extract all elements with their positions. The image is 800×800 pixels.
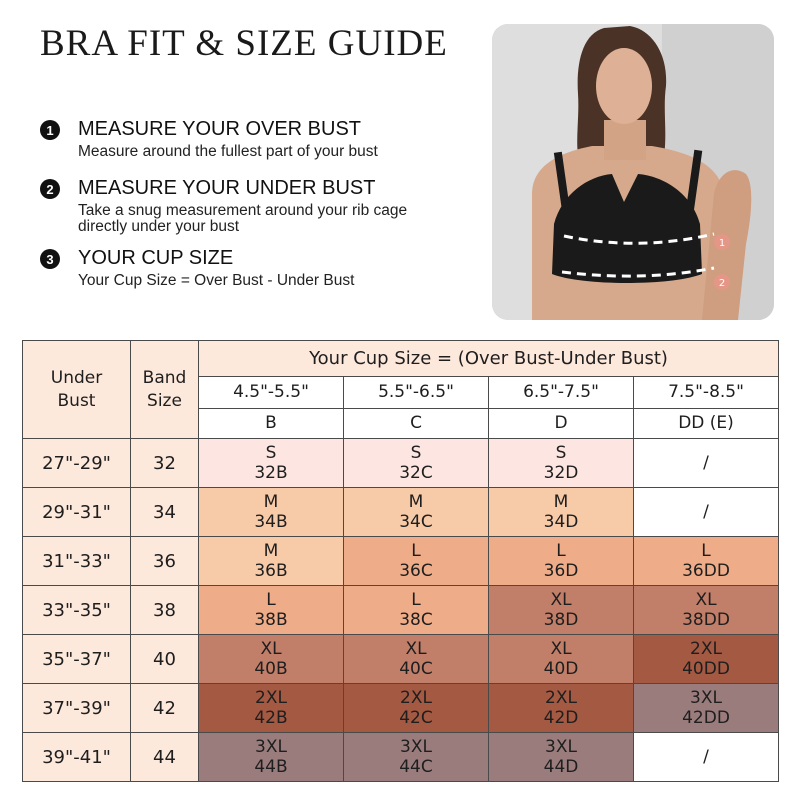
- step-number-3: 3: [40, 249, 60, 269]
- table-row: [23, 684, 779, 733]
- size-cell: [344, 537, 489, 586]
- size-chart-table: [22, 340, 779, 782]
- size-code: 44D: [543, 757, 579, 777]
- size-cell: [199, 488, 344, 537]
- size-code: 38B: [254, 610, 288, 630]
- cup-header: D: [489, 409, 634, 439]
- size-label: 3XL: [545, 737, 577, 757]
- range-header: 4.5"-5.5": [199, 377, 344, 409]
- size-code: 42D: [543, 708, 579, 728]
- size-code: 32C: [399, 463, 433, 483]
- size-code: 42C: [399, 708, 433, 728]
- size-code: 34B: [254, 512, 288, 532]
- size-code: 42B: [254, 708, 288, 728]
- size-code: 34C: [399, 512, 433, 532]
- size-label: 2XL: [545, 688, 577, 708]
- size-code: 40B: [254, 659, 288, 679]
- size-code: 32D: [543, 463, 579, 483]
- size-code: 34D: [543, 512, 579, 532]
- size-cell: [634, 439, 779, 488]
- size-cell: [489, 586, 634, 635]
- step-number-2: 2: [40, 179, 60, 199]
- cup-header: C: [344, 409, 489, 439]
- size-code: 40C: [399, 659, 433, 679]
- size-cell: [634, 635, 779, 684]
- size-cell: [634, 684, 779, 733]
- page-title: BRA FIT & SIZE GUIDE: [40, 23, 448, 64]
- size-label: /: [703, 747, 709, 767]
- size-cell: [344, 586, 489, 635]
- size-code: 36DD: [682, 561, 730, 581]
- size-code: 32B: [254, 463, 288, 483]
- size-label: 3XL: [690, 688, 722, 708]
- size-code: 38C: [399, 610, 433, 630]
- size-label: L: [411, 541, 421, 561]
- under-bust-cell: 37"-39": [23, 684, 131, 733]
- under-bust-cell: 39"-41": [23, 733, 131, 782]
- size-code: 36B: [254, 561, 288, 581]
- cup-header: B: [199, 409, 344, 439]
- size-cell: [199, 684, 344, 733]
- size-label: 2XL: [690, 639, 722, 659]
- size-code: 42DD: [682, 708, 730, 728]
- table-row: [23, 537, 779, 586]
- size-cell: [199, 586, 344, 635]
- size-label: XL: [405, 639, 427, 659]
- size-label: S: [555, 443, 567, 463]
- table-row: [23, 439, 779, 488]
- table-row: [23, 488, 779, 537]
- size-cell: [199, 439, 344, 488]
- size-cell: [344, 733, 489, 782]
- under-bust-header: Under Bust: [23, 341, 131, 439]
- size-code: 44B: [254, 757, 288, 777]
- range-header: 5.5"-6.5": [344, 377, 489, 409]
- table-row: [23, 635, 779, 684]
- size-cell: [489, 439, 634, 488]
- step-heading: MEASURE YOUR OVER BUST: [78, 118, 362, 140]
- size-cell: [344, 684, 489, 733]
- size-code: 44C: [399, 757, 433, 777]
- cup-formula-header: Your Cup Size = (Over Bust-Under Bust): [199, 341, 779, 377]
- band-size-cell: 32: [131, 439, 199, 488]
- cup-header: DD (E): [634, 409, 779, 439]
- size-cell: [634, 733, 779, 782]
- size-cell: [344, 635, 489, 684]
- range-header: 6.5"-7.5": [489, 377, 634, 409]
- band-size-cell: 42: [131, 684, 199, 733]
- size-label: /: [703, 453, 709, 473]
- size-label: XL: [695, 590, 717, 610]
- table-row: [23, 733, 779, 782]
- step-description: Measure around the fullest part of your bust: [78, 143, 378, 160]
- size-code: 38D: [543, 610, 579, 630]
- size-code: 36C: [399, 561, 433, 581]
- size-label: M: [553, 492, 569, 512]
- band-size-cell: 38: [131, 586, 199, 635]
- size-label: S: [265, 443, 277, 463]
- size-cell: [489, 684, 634, 733]
- under-bust-cell: 33"-35": [23, 586, 131, 635]
- size-label: 2XL: [400, 688, 432, 708]
- step-description: Take a snug measurement around your rib cage directly under your bust: [78, 202, 408, 235]
- size-code: 36D: [543, 561, 579, 581]
- band-size-cell: 34: [131, 488, 199, 537]
- size-cell: [344, 488, 489, 537]
- size-label: S: [410, 443, 422, 463]
- size-cell: [489, 488, 634, 537]
- size-cell: [489, 635, 634, 684]
- size-cell: [199, 537, 344, 586]
- range-header: 7.5"-8.5": [634, 377, 779, 409]
- size-label: L: [701, 541, 711, 561]
- size-label: 3XL: [255, 737, 287, 757]
- size-cell: [489, 537, 634, 586]
- under-bust-cell: 27"-29": [23, 439, 131, 488]
- under-bust-cell: 29"-31": [23, 488, 131, 537]
- under-bust-cell: 31"-33": [23, 537, 131, 586]
- marker-2-label: 2: [718, 278, 726, 289]
- size-label: L: [266, 590, 276, 610]
- size-label: XL: [550, 639, 572, 659]
- band-size-cell: 44: [131, 733, 199, 782]
- size-label: M: [263, 541, 279, 561]
- size-cell: [634, 488, 779, 537]
- size-label: /: [703, 502, 709, 522]
- size-code: 40D: [543, 659, 579, 679]
- step-description: Your Cup Size = Over Bust - Under Bust: [78, 272, 355, 289]
- size-label: L: [556, 541, 566, 561]
- under-bust-cell: 35"-37": [23, 635, 131, 684]
- size-cell: [634, 537, 779, 586]
- size-label: M: [263, 492, 279, 512]
- size-code: 40DD: [682, 659, 730, 679]
- size-cell: [489, 733, 634, 782]
- size-label: L: [411, 590, 421, 610]
- size-code: 38DD: [682, 610, 730, 630]
- size-label: 2XL: [255, 688, 287, 708]
- size-cell: [199, 635, 344, 684]
- size-cell: [199, 733, 344, 782]
- size-label: M: [408, 492, 424, 512]
- band-size-header: Band Size: [131, 341, 199, 439]
- marker-1-label: 1: [718, 238, 726, 249]
- size-label: XL: [260, 639, 282, 659]
- band-size-cell: 40: [131, 635, 199, 684]
- size-cell: [344, 439, 489, 488]
- size-cell: [634, 586, 779, 635]
- step-heading: MEASURE YOUR UNDER BUST: [78, 177, 376, 199]
- size-label: XL: [550, 590, 572, 610]
- step-heading: YOUR CUP SIZE: [78, 247, 234, 269]
- model-photo: [492, 24, 774, 320]
- step-number-1: 1: [40, 120, 60, 140]
- size-label: 3XL: [400, 737, 432, 757]
- table-row: [23, 586, 779, 635]
- band-size-cell: 36: [131, 537, 199, 586]
